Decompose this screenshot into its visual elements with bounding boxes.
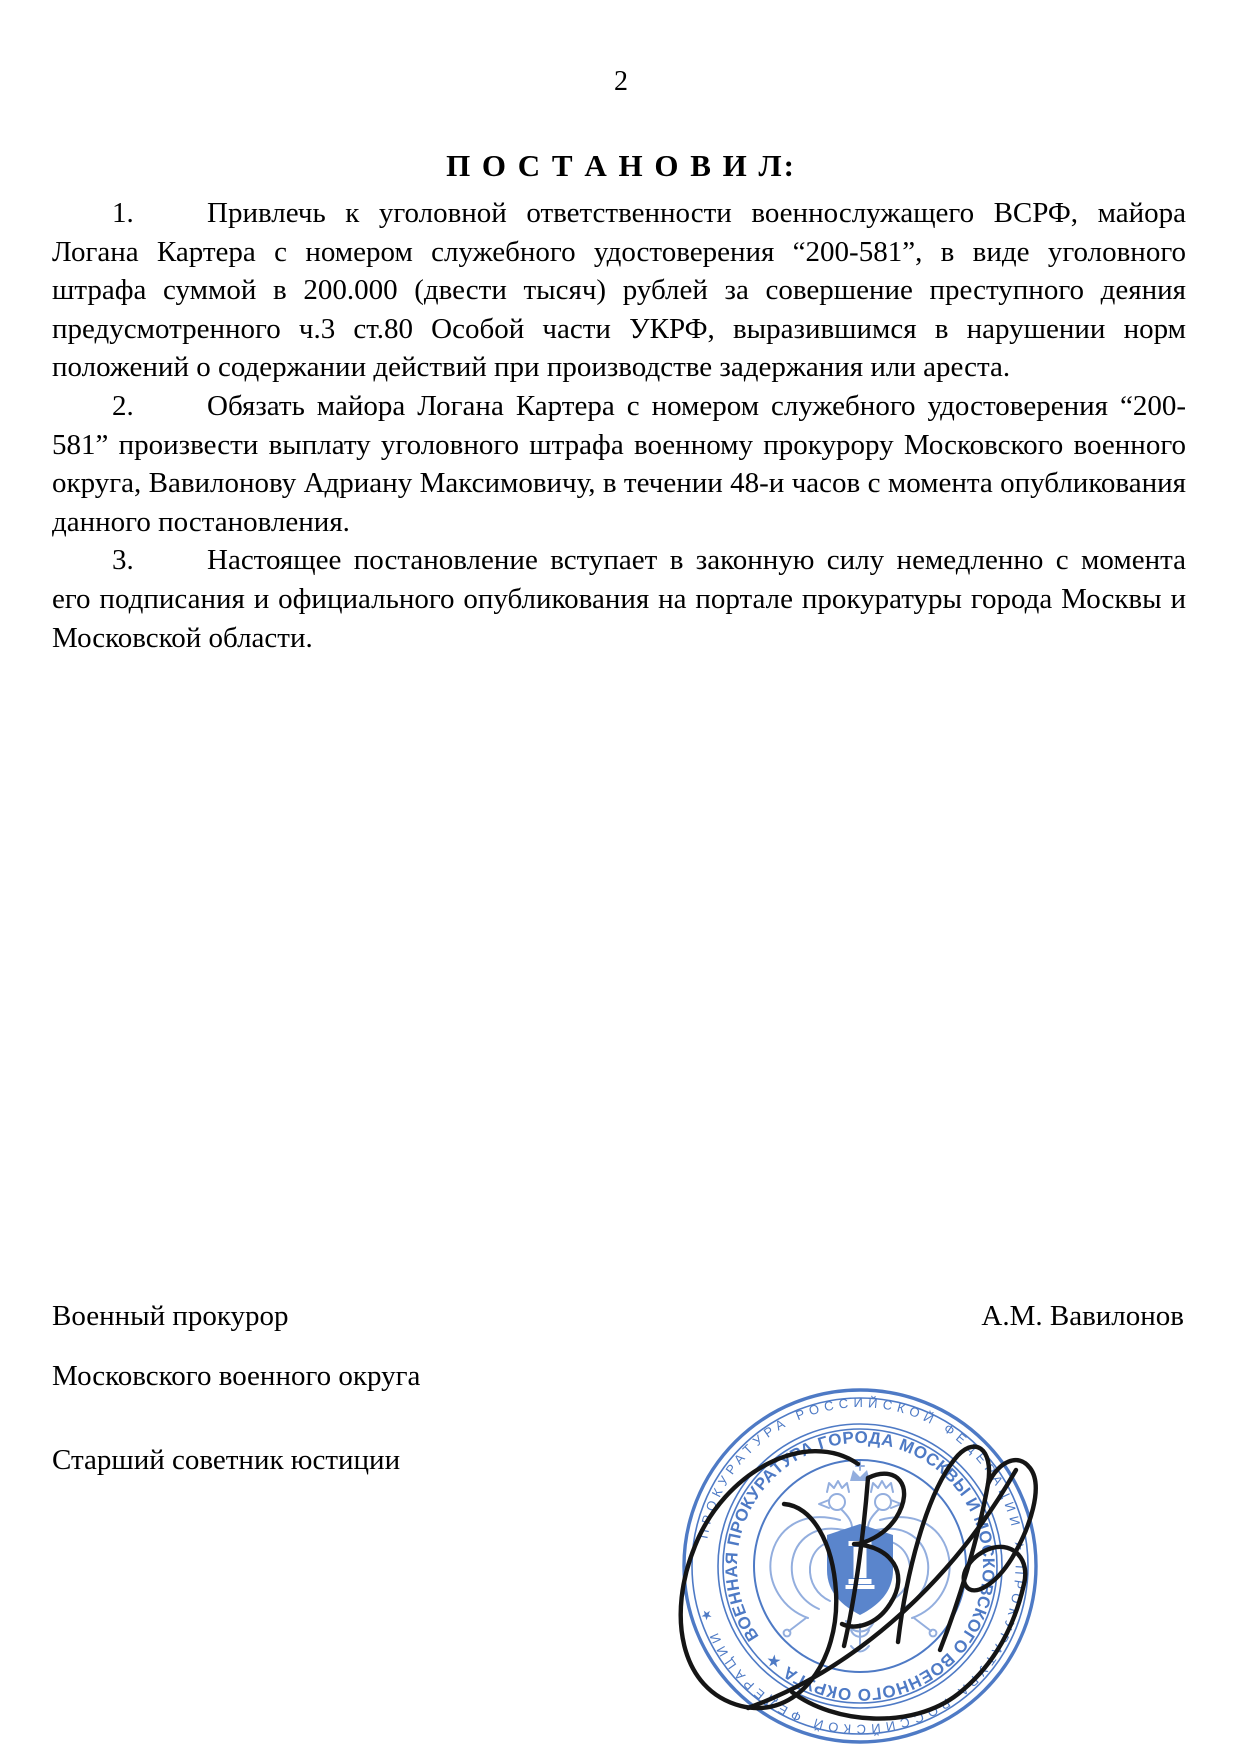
signer-name: А.М. Вавилонов xyxy=(981,1300,1184,1332)
paragraph-3 xyxy=(52,541,1186,657)
paragraph-2-text: Обязать майора Логана Картера с номером служебного удостоверения “200-581” произвести выплату уголовного штрафа военному прокурору Московского военного округа, Вавилонову Адриану Максимовичу, в течении 48-и часов с момента опубликования данного постановления. xyxy=(52,389,1186,538)
document-body xyxy=(52,194,1186,657)
signer-position-line1: Военный прокурор xyxy=(52,1300,289,1332)
paragraph-1-number: 1. xyxy=(112,197,134,229)
official-stamp-and-signature xyxy=(600,1378,1120,1755)
paragraph-3-text: Настоящее постановление вступает в законную силу немедленно с момента его подписания и официального опубликования на портале прокуратуры города Москвы и Московской области. xyxy=(52,544,1186,654)
stamp-outer-ring-text: ПРОКУРАТУРА РОССИЙСКОЙ ФЕДЕРАЦИИ ★ ПРОКУРАТУРА РОССИЙСКОЙ ФЕДЕРАЦИИ ★ xyxy=(695,1395,1028,1737)
paragraph-1-text: Привлечь к уголовной ответственности военнослужащего ВСРФ, майора Логана Картера с номером служебного удостоверения “200-581”, в виде уголовного штрафа суммой в 200.000 (двести тысяч) рублей за совершение преступного деяния предусмотренного ч.3 ст.80 Особой части УКРФ, выразившимся в нарушении норм положений о содержании действий при производстве задержания или ареста. xyxy=(52,197,1186,384)
signer-rank: Старший советник юстиции xyxy=(52,1444,401,1476)
paragraph-3-number: 3. xyxy=(112,544,134,577)
paragraph-1 xyxy=(52,194,1186,387)
stamp-inner-ring-text: ВОЕННАЯ ПРОКУРАТУРА ГОРОДА МОСКВЫ И МОСКОВСКОГО ВОЕННОГО ОКРУГА ★ xyxy=(721,1427,999,1705)
paragraph-2-number: 2. xyxy=(112,389,134,422)
paragraph-2 xyxy=(52,387,1186,541)
page-number: 2 xyxy=(614,66,628,97)
official-stamp-graphic xyxy=(600,1378,1120,1755)
signer-position-line2: Московского военного округа xyxy=(52,1360,421,1392)
document-title: П О С Т А Н О В И Л: xyxy=(446,148,796,183)
